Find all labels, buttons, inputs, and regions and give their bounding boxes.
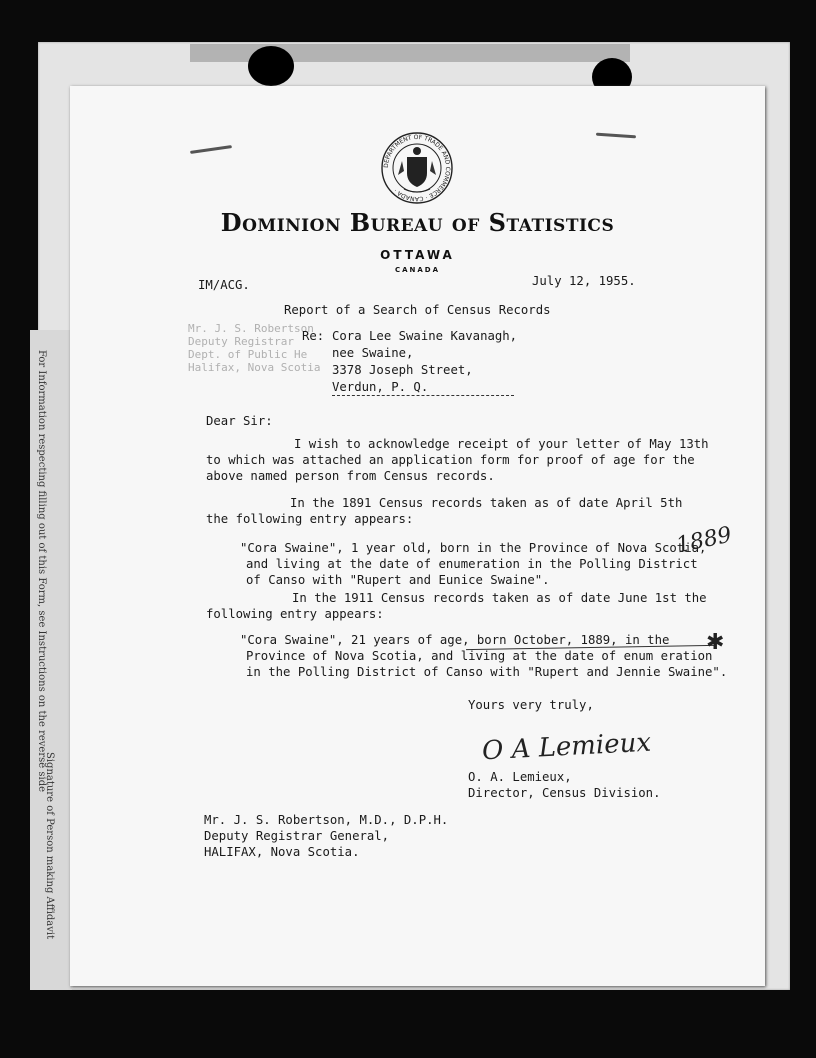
- signature-script: O A Lemieux: [481, 727, 652, 767]
- entry2-line-1: "Cora Swaine", 21 years of age, born October, 1889, in the: [240, 633, 670, 647]
- signer-title: Director, Census Division.: [468, 786, 661, 800]
- re-line-1: Cora Lee Swaine Kavanagh,: [332, 329, 518, 343]
- city-name: OTTAWA: [380, 248, 455, 262]
- coat-of-arms-icon: [380, 131, 454, 205]
- para1-line-1: I wish to acknowledge receipt of your letter of May 13th: [294, 437, 709, 451]
- para2-line-2: the following entry appears:: [206, 512, 414, 526]
- side-info-text: For Information respecting filling out of this Form, see Instructions on the reverse side: [36, 350, 47, 793]
- entry2-line-3: in the Polling District of Canso with "Rupert and Jennie Swaine".: [246, 665, 728, 679]
- margin-year-note: 1889: [674, 522, 734, 559]
- star-mark: ✱: [706, 630, 725, 655]
- para1-line-2: to which was attached an application form for proof of age for the: [206, 453, 695, 467]
- salutation: Dear Sir:: [206, 414, 273, 428]
- recipient-line-2: Deputy Registrar General,: [204, 829, 390, 843]
- re-line-4: Verdun, P. Q.: [332, 380, 429, 394]
- closing: Yours very truly,: [468, 698, 594, 712]
- reference-code: IM/ACG.: [198, 278, 250, 292]
- bleed-through-text: Mr. J. S. Robertson Deputy Registrar Dept. of Public He Halifax, Nova Scotia: [188, 322, 321, 374]
- para2-line-1: In the 1891 Census records taken as of date April 5th: [290, 496, 683, 510]
- re-underline: [332, 395, 514, 396]
- para1-line-3: above named person from Census records.: [206, 469, 495, 483]
- recipient-line-1: Mr. J. S. Robertson, M.D., D.P.H.: [204, 813, 449, 827]
- para3-line-1: In the 1911 Census records taken as of date June 1st the: [292, 591, 707, 605]
- staple-left: [190, 145, 232, 154]
- entry1-line-1: "Cora Swaine", 1 year old, born in the Province of Nova Scotia,: [240, 541, 707, 555]
- country-name: CANADA: [394, 266, 441, 274]
- signer-name: O. A. Lemieux,: [468, 770, 572, 784]
- re-line-3: 3378 Joseph Street,: [332, 363, 473, 377]
- report-title: Report of a Search of Census Records: [284, 303, 551, 317]
- svg-text:DEPARTMENT OF TRADE AND COMMER: DEPARTMENT OF TRADE AND COMMERCE · CANADA ·: [382, 133, 452, 203]
- recipient-line-3: HALIFAX, Nova Scotia.: [204, 845, 360, 859]
- entry2-line-2: Province of Nova Scotia, and living at the date of enum eration: [246, 649, 713, 663]
- entry1-line-3: of Canso with "Rupert and Eunice Swaine".: [246, 573, 550, 587]
- bureau-title: Dominion Bureau of Statistics: [220, 208, 615, 237]
- letter-date: July 12, 1955.: [532, 274, 636, 288]
- para3-line-2: following entry appears:: [206, 607, 384, 621]
- punch-hole-left: [248, 46, 294, 86]
- letter-page: [70, 86, 765, 986]
- re-line-2: nee Swaine,: [332, 346, 414, 360]
- staple-right: [596, 133, 636, 139]
- side-signature-label: Signature of Person making Affidavit: [44, 752, 55, 940]
- re-label: Re:: [302, 329, 325, 343]
- entry1-line-2: and living at the date of enumeration in the Polling District: [246, 557, 698, 571]
